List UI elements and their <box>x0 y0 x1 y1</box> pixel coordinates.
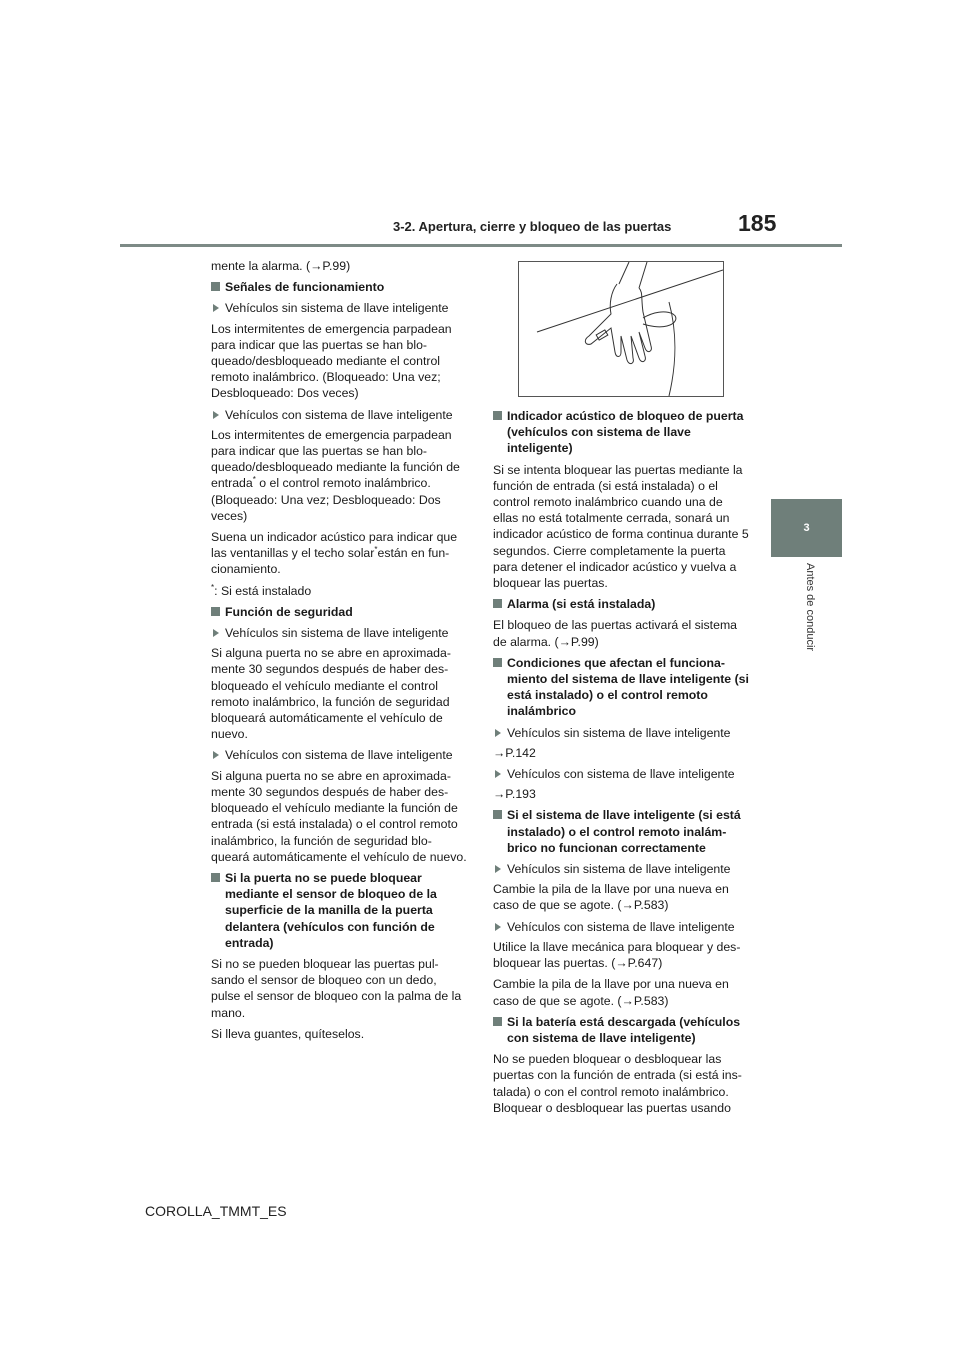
square-bullet-icon <box>211 873 220 882</box>
paragraph: Suena un indicador acústico para indicar que las ventanillas y el techo solar*están en fun-cionamiento. <box>211 530 458 577</box>
hand-on-door-handle-icon <box>519 262 723 396</box>
footnote: *: Si está instalado <box>211 582 312 598</box>
page-reference: →P.142 <box>493 745 536 760</box>
paragraph: Si lleva guantes, quíteselos. <box>211 1026 365 1041</box>
door-handle-illustration <box>518 261 724 397</box>
square-bullet-icon <box>493 810 502 819</box>
subheading: Vehículos sin sistema de llave inteligente <box>493 725 751 741</box>
section-heading: Indicador acústico de bloqueo de puerta (vehículos con sistema de llave inteligente) <box>493 408 751 457</box>
section-heading: Alarma (si está instalada) <box>493 596 751 612</box>
chapter-tab <box>771 499 842 557</box>
paragraph: mente la alarma. (→P.99) <box>211 259 351 273</box>
subheading: Vehículos con sistema de llave inteligente <box>493 766 751 782</box>
paragraph: No se pueden bloquear o desbloquear las puertas con la función de entrada (si está ins-talada) o con el control remoto inalámbrico. Bloquear o desbloquear las puertas usando <box>493 1052 742 1115</box>
right-column <box>493 403 751 1121</box>
paragraph: El bloqueo de las puertas activará el sistema de alarma. (→P.99) <box>493 618 738 649</box>
square-bullet-icon <box>493 1017 502 1026</box>
chapter-label: Antes de conducir <box>804 563 816 652</box>
paragraph: Si no se pueden bloquear las puertas pul-sando el sensor de bloqueo con un dedo, pulse el sensor de bloqueo con la palma de la mano. <box>211 956 462 1020</box>
triangle-bullet-icon <box>213 411 219 419</box>
triangle-bullet-icon <box>495 770 501 778</box>
subheading: Vehículos con sistema de llave inteligente <box>211 747 467 763</box>
subheading: Vehículos con sistema de llave inteligente <box>493 919 751 935</box>
left-column <box>211 258 467 1047</box>
paragraph: Los intermitentes de emergencia parpadean para indicar que las puertas se han blo-queado/desbloqueado mediante la función de entrada* o el control remoto inalámbrico. (Bloqueado: Una vez; Desbloqueado: Dos veces) <box>211 427 460 523</box>
triangle-bullet-icon <box>213 304 219 312</box>
header-rule <box>120 244 842 247</box>
paragraph: Cambie la pila de la llave por una nueva en caso de que se agote. (→P.583) <box>493 977 729 1008</box>
footnote-marker: * <box>374 545 378 555</box>
triangle-bullet-icon <box>213 629 219 637</box>
paragraph: Los intermitentes de emergencia parpadean para indicar que las puertas se han blo-queado/desbloqueado mediante el control remoto inalámbrico. (Bloqueado: Una vez; Desbloqueado: Dos veces) <box>211 321 452 401</box>
section-heading: Señales de funcionamiento <box>211 279 467 295</box>
square-bullet-icon <box>211 282 220 291</box>
section-heading: Si el sistema de llave inteligente (si está instalado) o el control remoto inalám-brico no funcionan correctamente <box>493 807 751 856</box>
triangle-bullet-icon <box>495 729 501 737</box>
triangle-bullet-icon <box>213 751 219 759</box>
document-code: COROLLA_TMMT_ES <box>145 1203 287 1219</box>
subheading: Vehículos con sistema de llave inteligente <box>211 407 467 423</box>
triangle-bullet-icon <box>495 923 501 931</box>
paragraph: Cambie la pila de la llave por una nueva en caso de que se agote. (→P.583) <box>493 882 729 913</box>
square-bullet-icon <box>493 411 502 420</box>
paragraph: Si alguna puerta no se abre en aproximada-mente 30 segundos después de haber des-bloqueado el vehículo mediante el control remoto inalámbrico, la función de seguridad bloqueará automáticamente el vehículo de nuevo. <box>211 646 451 742</box>
footnote-marker: * <box>252 475 256 485</box>
page-number: 185 <box>738 210 777 236</box>
square-bullet-icon <box>493 599 502 608</box>
subheading: Vehículos sin sistema de llave inteligente <box>211 625 467 641</box>
chapter-number: 3 <box>803 522 810 534</box>
square-bullet-icon <box>493 658 502 667</box>
page-reference: →P.193 <box>493 787 536 802</box>
paragraph: Si se intenta bloquear las puertas mediante la función de entrada (si está instalada) o el control remoto inalámbrico cuando una de ellas no está totalmente cerrada, sonará un indicador acústico de forma continua durante 5 segundos. Cierre completamente la puerta para detener el indicador acústico y vuelva a bloquear las puertas. <box>493 462 749 591</box>
paragraph: Si alguna puerta no se abre en aproximada-mente 30 segundos después de haber des-bloqueado el vehículo mediante la función de entrada (si está instalada) o el control remoto inalámbrico, la función de seguridad blo-queará automáticamente el vehículo de nuevo. <box>211 768 467 864</box>
section-heading: Condiciones que afectan el funciona-miento del sistema de llave inteligente (si está instalado) o el control remoto inalámbrico <box>493 655 751 720</box>
section-heading: Si la puerta no se puede bloquear mediante el sensor de bloqueo de la superficie de la manilla de la puerta delantera (vehículos con función de entrada) <box>211 870 467 951</box>
section-heading: Si la batería está descargada (vehículos con sistema de llave inteligente) <box>493 1014 751 1046</box>
square-bullet-icon <box>211 607 220 616</box>
section-title: 3-2. Apertura, cierre y bloqueo de las puertas <box>393 219 672 234</box>
subheading: Vehículos sin sistema de llave inteligente <box>493 861 751 877</box>
subheading: Vehículos sin sistema de llave inteligente <box>211 300 467 316</box>
triangle-bullet-icon <box>495 865 501 873</box>
section-heading: Función de seguridad <box>211 604 467 620</box>
paragraph: Utilice la llave mecánica para bloquear y des-bloquear las puertas. (→P.647) <box>493 939 741 971</box>
